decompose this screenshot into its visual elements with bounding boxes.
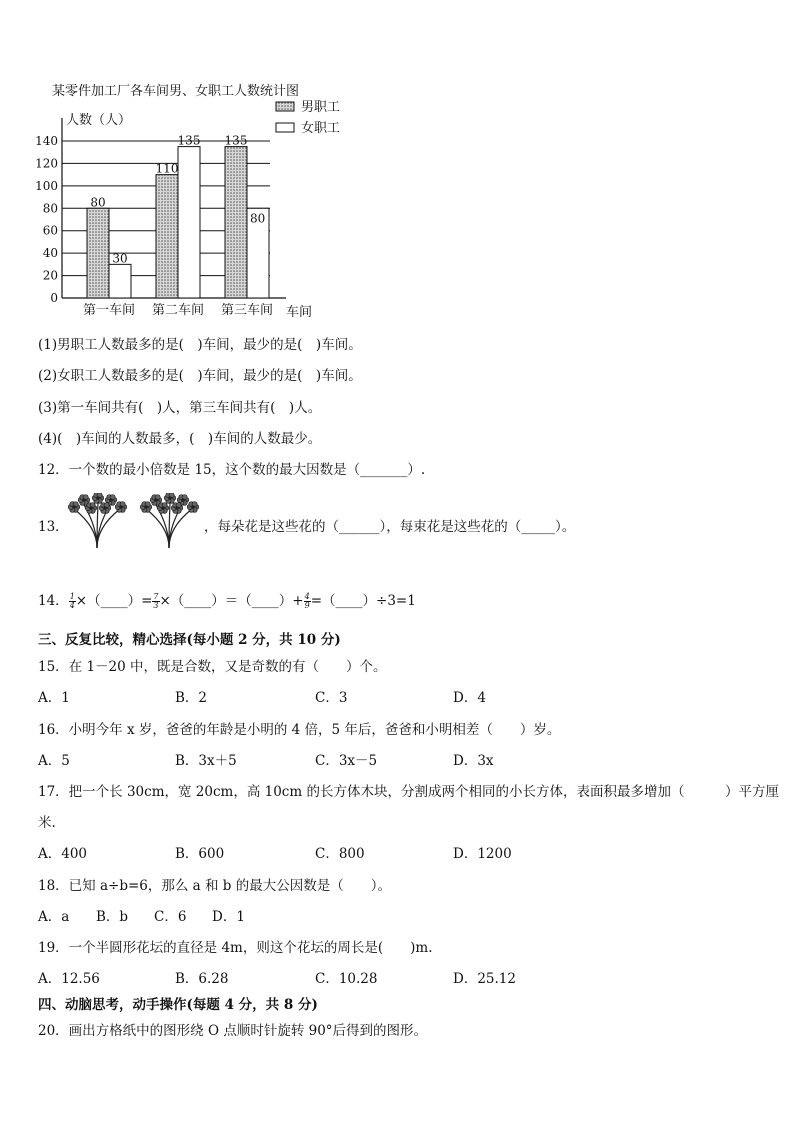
flower-center	[144, 505, 148, 509]
stem	[97, 509, 120, 548]
x-tick-label: 第二车间	[151, 303, 205, 318]
q18-option-d: D．1	[212, 909, 245, 925]
fraction-3-denominator: 9	[304, 601, 310, 610]
q15-option-a: A．1	[38, 690, 70, 706]
question-16: 16．小明今年 x 岁，爸爸的年龄是小明的 4 倍，5 年后，爸爸和小明相差（ ）岁。	[38, 722, 561, 738]
chart-question-3: (3)第一车间共有( )人，第三车间共有( )人。	[38, 400, 322, 416]
bouquet-icon	[68, 493, 127, 548]
data-label: 80	[90, 195, 106, 210]
chart-question-2: (2)女职工人数最多的是( )车间，最少的是( )车间。	[38, 368, 362, 384]
bar	[225, 147, 247, 298]
flower-bouquets-image	[64, 493, 204, 551]
question-14-part-1: ×（____）=	[75, 593, 153, 609]
y-tick-label: 80	[42, 201, 58, 216]
y-tick-label: 100	[35, 178, 58, 193]
legend-swatch	[276, 102, 294, 111]
y-tick-label: 40	[42, 246, 58, 261]
flower-center	[109, 498, 113, 502]
question-12: 12．一个数的最小倍数是 15，这个数的最大因数是（_______）.	[38, 462, 426, 478]
flower-center	[103, 506, 107, 510]
fraction-1-denominator: 4	[69, 601, 75, 610]
question-14-part-2: ×（____）＝（____）+	[159, 593, 304, 609]
flower-center	[119, 505, 123, 509]
flower-center	[181, 498, 185, 502]
flower-center	[82, 498, 86, 502]
stem	[74, 509, 97, 548]
flower-center	[175, 506, 179, 510]
q15-option-c: C．3	[315, 690, 348, 706]
y-tick-label: 120	[35, 156, 58, 171]
x-axis-label: 车间	[286, 305, 313, 320]
x-tick-label: 第一车间	[82, 303, 136, 318]
data-label: 30	[112, 251, 128, 266]
y-axis-label: 人数（人）	[66, 113, 132, 128]
stem	[169, 509, 192, 548]
question-13-number: 13．	[38, 519, 69, 535]
legend-label: 男职工	[301, 100, 341, 115]
section-3-heading: 三、反复比较，精心选择(每小题 2 分，共 10 分)	[38, 632, 341, 648]
bouquet-icon	[140, 493, 199, 548]
y-tick-label: 140	[35, 134, 58, 148]
y-tick-label: 60	[42, 223, 58, 238]
bar	[156, 175, 178, 298]
q18-option-b: B．b	[96, 909, 129, 925]
fraction-2	[152, 593, 159, 610]
data-label: 135	[177, 133, 201, 148]
question-17: 17．把一个长 30cm，宽 20cm，高 10cm 的长方体木块，分割成两个相同的小长方体，表面积最多增加（ ）平方厘	[38, 784, 779, 800]
q16-option-d: D．3x	[453, 753, 494, 769]
question-13-text: ，每朵花是这些花的（______），每束花是这些花的（_____）。	[204, 519, 576, 535]
question-19: 19．一个半圆形花坛的直径是 4m，则这个花坛的周长是( )m.	[38, 940, 433, 956]
flower-center	[161, 506, 165, 510]
flower-center	[154, 498, 158, 502]
q17-option-d: D．1200	[453, 846, 512, 862]
question-15: 15．在 1－20 中，既是合数，又是奇数的有（ ）个。	[38, 659, 387, 675]
q19-option-c: C．10.28	[315, 971, 378, 987]
fraction-3-numerator: 4	[304, 592, 310, 601]
data-label: 135	[224, 133, 248, 148]
legend-swatch	[276, 123, 294, 132]
question-14	[38, 589, 416, 610]
q16-option-a: A．5	[38, 753, 70, 769]
q18-option-a: A．a	[38, 909, 70, 925]
question-17-continued: 米.	[38, 815, 56, 831]
chart-question-1: (1)男职工人数最多的是( )车间，最少的是( )车间。	[38, 337, 362, 353]
q15-option-b: B．2	[175, 690, 208, 706]
q15-option-d: D．4	[453, 690, 486, 706]
legend-label: 女职工	[301, 121, 341, 136]
q17-option-c: C．800	[315, 846, 365, 862]
question-14-part-3: =（____）÷3=1	[310, 593, 416, 609]
chart-question-4: (4)( )车间的人数最多，( )车间的人数最少。	[38, 431, 322, 447]
question-14-number: 14．	[38, 593, 69, 609]
data-label: 110	[155, 161, 179, 176]
fraction-2-denominator: 3	[153, 601, 159, 610]
fraction-3	[304, 593, 311, 610]
flower-center	[168, 496, 172, 500]
flower-center	[72, 505, 76, 509]
question-18: 18．已知 a÷b=6，那么 a 和 b 的最大公因数是（ ）。	[38, 878, 391, 894]
q19-option-a: A．12.56	[38, 971, 100, 987]
flower-center	[96, 496, 100, 500]
q17-option-a: A．400	[38, 846, 88, 862]
fraction-1-numerator: 1	[69, 592, 75, 601]
data-label: 80	[250, 211, 266, 226]
fraction-1	[69, 593, 76, 610]
y-tick-label: 0	[50, 291, 58, 305]
question-20: 20．画出方格纸中的图形绕 O 点顺时针旋转 90°后得到的图形。	[38, 1023, 428, 1039]
stem	[146, 509, 169, 548]
x-tick-label: 第三车间	[220, 303, 274, 318]
chart-title: 某零件加工厂各车间男、女职工人数统计图	[52, 84, 300, 99]
bar-chart	[20, 96, 360, 324]
q16-option-b: B．3x＋5	[175, 753, 237, 769]
flower-center	[191, 505, 195, 509]
section-4-heading: 四、动脑思考，动手操作(每题 4 分，共 8 分)	[38, 997, 318, 1013]
bar	[87, 208, 109, 298]
q19-option-d: D．25.12	[453, 971, 516, 987]
fraction-2-numerator: 7	[153, 592, 159, 601]
y-tick-label: 20	[42, 268, 58, 283]
q19-option-b: B．6.28	[175, 971, 229, 987]
q18-option-c: C．6	[154, 909, 187, 925]
bar	[109, 264, 131, 298]
flower-center	[89, 506, 93, 510]
bar	[178, 147, 200, 298]
q17-option-b: B．600	[175, 846, 225, 862]
q16-option-c: C．3x－5	[315, 753, 378, 769]
